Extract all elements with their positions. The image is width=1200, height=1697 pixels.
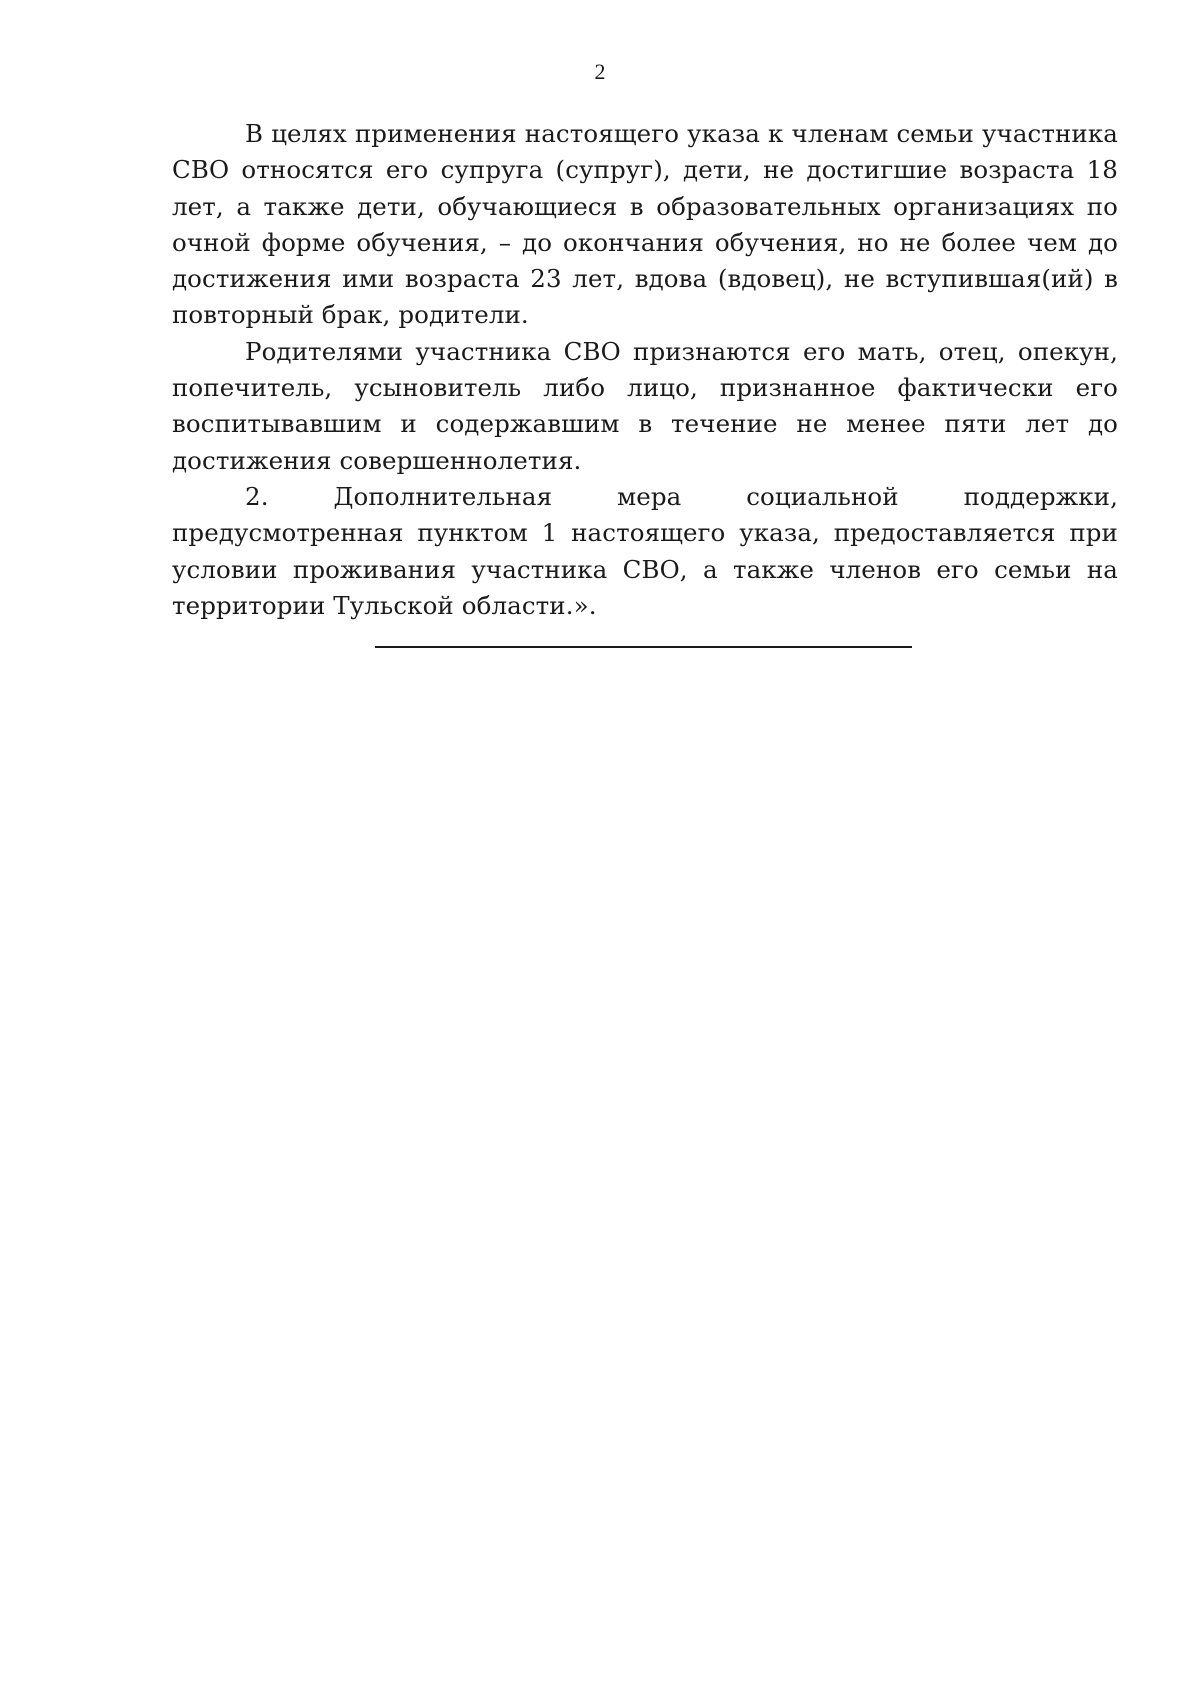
page-number: 2	[594, 59, 606, 84]
paragraph-parents: Родителями участника СВО признаются его мать, отец, опекун, попечитель, усыновитель либо лицо, признанное фактически его воспитывавшим и содержавшим в течение не менее пяти лет до достижения совершеннолетия.	[172, 336, 1118, 475]
paragraph-condition: 2. Дополнительная мера социальной поддержки, предусмотренная пунктом 1 настоящего указа, предоставляется при условии проживания участника СВО, а также членов его семьи на территории Тульской области.».	[172, 481, 1118, 620]
end-of-document-line	[375, 646, 912, 648]
paragraph-family-members: В целях применения настоящего указа к членам семьи участника СВО относятся его супруга (супруг), дети, не достигшие возраста 18 лет, а также дети, обучающиеся в образовательных организациях по очной форме обучения, – до окончания обучения, но не более чем до достижения ими возраста 23 лет, вдова (вдовец), не вступившая(ий) в повторный брак, родители.	[172, 119, 1118, 330]
document-body	[172, 116, 1118, 624]
